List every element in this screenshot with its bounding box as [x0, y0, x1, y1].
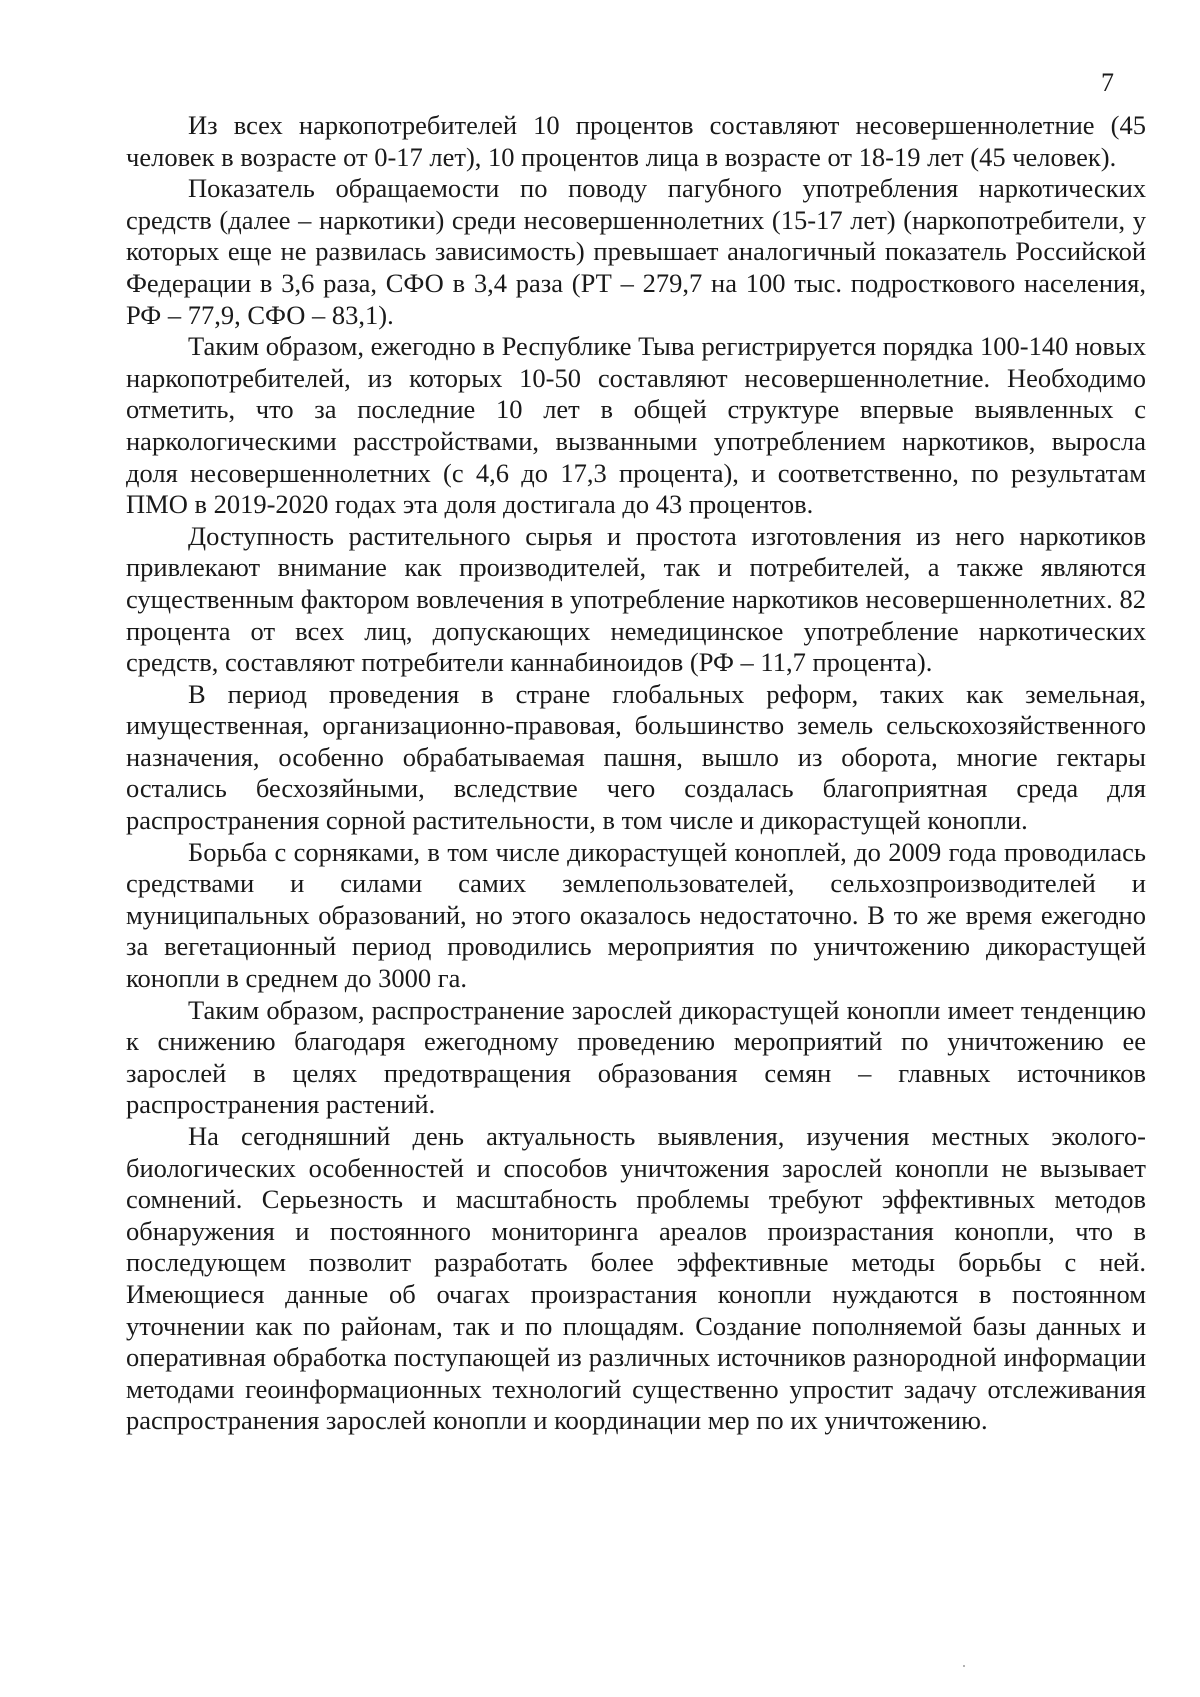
paragraph-referral-rate: Показатель обращаемости по поводу пагубного употребления наркотических средств (далее – наркотики) среди несовершеннолетних (15-17 лет) (наркопотребители, у которых еще не развилась зависимость) превышает аналогичный показатель Российской Федерации в 3,6 раза, СФО в 3,4 раза (РТ – 279,7 на 100 тыс. подросткового населения, РФ – 77,9, СФО – 83,1).	[126, 173, 1146, 330]
document-body	[126, 110, 1146, 1437]
paragraph-land-reforms: В период проведения в стране глобальных реформ, таких как земельная, имущественная, организационно-правовая, большинство земель сельскохозяйственного назначения, особенно обрабатываемая пашня, вышло из оборота, многие гектары остались бесхозяйными, вследствие чего создалась благоприятная среда для распространения сорной растительности, в том числе и дикорастущей конопли.	[126, 678, 1146, 836]
paragraph-spread-trend: Таким образом, распространение зарослей дикорастущей конопли имеет тенденцию к снижению благодаря ежегодному проведению мероприятий по уничтожению ее зарослей в целях предотвращения образования семян – главных источников распространения растений.	[126, 994, 1146, 1120]
paragraph-annual-registrations: Таким образом, ежегодно в Республике Тыва регистрируется порядка 100-140 новых наркопотребителей, из которых 10-50 составляют несовершеннолетние. Необходимо отметить, что за последние 10 лет в общей структуре впервые выявленных с наркологическими расстройствами, вызванными употреблением наркотиков, выросла доля несовершеннолетних (с 4,6 до 17,3 процента), и соответственно, по результатам ПМО в 2019-2020 годах эта доля достигала до 43 процентов.	[126, 331, 1146, 520]
paragraph-monitoring-relevance: На сегодняшний день актуальность выявления, изучения местных эколого-биологических особенностей и способов уничтожения зарослей конопли не вызывает сомнений. Серьезность и масштабность проблемы требуют эффективных методов обнаружения и постоянного мониторинга ареалов произрастания конопли, что в последующем позволит разработать более эффективные методы борьбы с ней. Имеющиеся данные об очагах произрастания конопли нуждаются в постоянном уточнении как по районам, так и по площадям. Создание пополняемой базы данных и оперативная обработка поступающей из различных источников разнородной информации методами геоинформационных технологий существенно упростит задачу отслеживания распространения зарослей конопли и координации мер по их уничтожению.	[126, 1121, 1146, 1436]
paragraph-raw-material-availability: Доступность растительного сырья и простота изготовления из него наркотиков привлекают внимание как производителей, так и потребителей, а также являются существенным фактором вовлечения в употребление наркотиков несовершеннолетних. 82 процента от всех лиц, допускающих немедицинское употребление наркотических средств, составляют потребители каннабиноидов (РФ – 11,7 процента).	[126, 520, 1146, 678]
paragraph-weed-control: Борьба с сорняками, в том числе дикорастущей коноплей, до 2009 года проводилась средствами и силами самих землепользователей, сельхозпроизводителей и муниципальных образований, но этого оказалось недостаточно. В то же время ежегодно за вегетационный период проводились мероприятия по уничтожению дикорастущей конопли в среднем до 3000 га.	[126, 836, 1146, 994]
scan-speck	[963, 1665, 965, 1667]
paragraph-minors-share: Из всех наркопотребителей 10 процентов составляют несовершеннолетние (45 человек в возрасте от 0-17 лет), 10 процентов лица в возрасте от 18-19 лет (45 человек).	[126, 110, 1146, 172]
page-number: 7	[1101, 68, 1114, 97]
